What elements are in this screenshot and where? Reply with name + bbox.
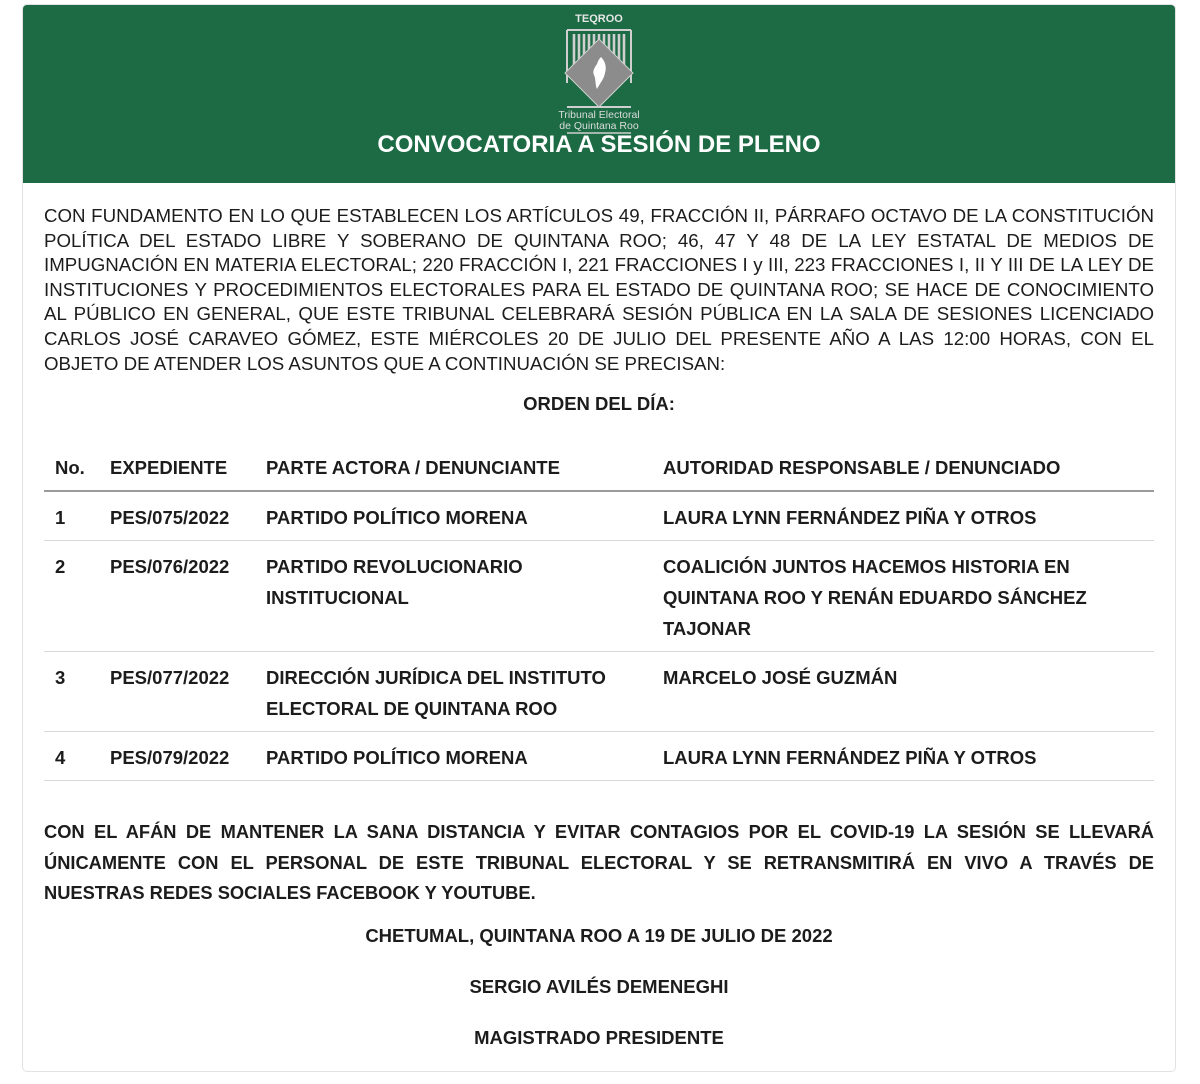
announcement-card — [22, 4, 1176, 1072]
intro-paragraph: CON FUNDAMENTO EN LO QUE ESTABLECEN LOS ARTÍCULOS 49, FRACCIÓN II, PÁRRAFO OCTAVO DE LA CONSTITUCIÓN POLÍTICA DEL ESTADO LIBRE Y SOBERANO DE QUINTANA ROO; 46, 47 Y 48 DE LA LEY ESTATAL DE MEDIOS DE IMPUGNACIÓN EN MATERIA ELECTORAL; 220 FRACCIÓN I, 221 FRACCIONES I y III, 223 FRACCIONES I, II Y III DE LA LEY DE INSTITUCIONES Y PROCEDIMIENTOS ELECTORALES PARA EL ESTADO DE QUINTANA ROO; SE HACE DE CONOCIMIENTO AL PÚBLICO EN GENERAL, QUE ESTE TRIBUNAL CELEBRARÁ SESIÓN PÚBLICA EN LA SALA DE SESIONES LICENCIADO CARLOS JOSÉ CARAVEO GÓMEZ, ESTE MIÉRCOLES 20 DE JULIO DEL PRESENTE AÑO A LAS 12:00 HORAS, CON EL OBJETO DE ATENDER LOS ASUNTOS QUE A CONTINUACIÓN SE PRECISAN: — [44, 205, 1154, 374]
agenda-table — [44, 445, 1154, 781]
column-header-no: No. — [44, 445, 99, 491]
row-autoridad: LAURA LYNN FERNÁNDEZ PIÑA Y OTROS — [652, 732, 1154, 781]
table-row — [44, 652, 1154, 732]
row-autoridad: COALICIÓN JUNTOS HACEMOS HISTORIA EN QUINTANA ROO Y RENÁN EDUARDO SÁNCHEZ TAJONAR — [652, 541, 1154, 652]
row-autoridad: MARCELO JOSÉ GUZMÁN — [652, 652, 1154, 732]
row-number: 3 — [44, 652, 99, 732]
table-row — [44, 491, 1154, 541]
agenda-title: ORDEN DEL DÍA: — [523, 393, 675, 414]
row-autoridad: LAURA LYNN FERNÁNDEZ PIÑA Y OTROS — [652, 491, 1154, 541]
svg-text:Tribunal Electoral: Tribunal Electoral — [558, 109, 640, 121]
row-actora: PARTIDO POLÍTICO MORENA — [255, 732, 652, 781]
row-expediente: PES/077/2022 — [99, 652, 255, 732]
row-number: 2 — [44, 541, 99, 652]
page-title: CONVOCATORIA A SESIÓN DE PLENO — [377, 131, 821, 158]
signer-name: SERGIO AVILÉS DEMENEGHI — [469, 976, 729, 997]
place-date: CHETUMAL, QUINTANA ROO A 19 DE JULIO DE 2022 — [365, 925, 833, 946]
column-header-actora: PARTE ACTORA / DENUNCIANTE — [255, 445, 652, 491]
svg-text:TEQROO: TEQROO — [575, 13, 623, 25]
row-number: 4 — [44, 732, 99, 781]
row-expediente: PES/076/2022 — [99, 541, 255, 652]
table-row — [44, 541, 1154, 652]
row-actora: PARTIDO REVOLUCIONARIO INSTITUCIONAL — [255, 541, 652, 652]
signer-position: MAGISTRADO PRESIDENTE — [474, 1027, 724, 1048]
row-expediente: PES/075/2022 — [99, 491, 255, 541]
row-number: 1 — [44, 491, 99, 541]
row-expediente: PES/079/2022 — [99, 732, 255, 781]
row-actora: DIRECCIÓN JURÍDICA DEL INSTITUTO ELECTORAL DE QUINTANA ROO — [255, 652, 652, 732]
svg-text:de Quintana Roo: de Quintana Roo — [559, 120, 639, 132]
row-actora: PARTIDO POLÍTICO MORENA — [255, 491, 652, 541]
table-row — [44, 732, 1154, 781]
covid-notice: CON EL AFÁN DE MANTENER LA SANA DISTANCIA Y EVITAR CONTAGIOS POR EL COVID-19 LA SESIÓN SE LLEVARÁ ÚNICAMENTE CON EL PERSONAL DE ESTE TRIBUNAL ELECTORAL Y SE RETRANSMITIRÁ EN VIVO A TRAVÉS DE NUESTRAS REDES SOCIALES FACEBOOK Y YOUTUBE. — [44, 821, 1154, 904]
table-header-row — [44, 445, 1154, 491]
column-header-autoridad: AUTORIDAD RESPONSABLE / DENUNCIADO — [652, 445, 1154, 491]
teqroo-logo — [543, 9, 655, 139]
header-banner — [23, 5, 1175, 183]
column-header-expediente: EXPEDIENTE — [99, 445, 255, 491]
